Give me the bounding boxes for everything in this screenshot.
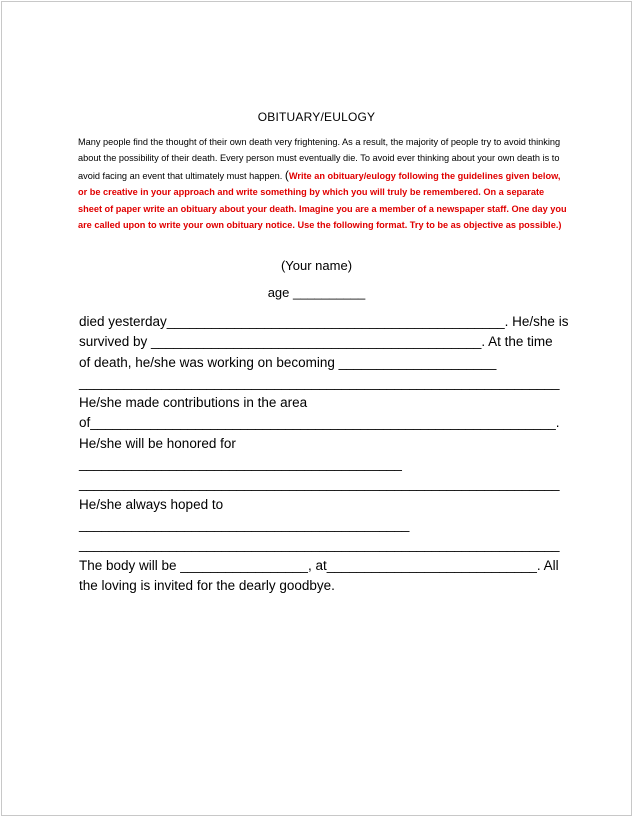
intro-paragraph: [78, 134, 568, 233]
form-line-blank-2: ___________________________________________: [79, 456, 402, 471]
form-line-contributions: He/she made contributions in the area: [79, 395, 308, 410]
intro-instructions: Write an obituary/eulogy following the guidelines given below, or be creative in your approach and write something by which you will truly be remembered. On a separate sheet of paper write an obituary about your death. Imagine you are a member of a newspaper staff. One day you are called upon to write your own obituary notice. Use the following format. Try to be as objective as possible.): [78, 170, 567, 231]
form-line-blank-3: ________________________________________________________________: [79, 476, 560, 491]
form-line-died: died yesterday_____________________________________________. He/she is: [79, 314, 569, 329]
form-line-blank-5: ________________________________________________________________: [79, 537, 560, 552]
form-line-blank-1: ________________________________________________________________: [79, 375, 560, 390]
document-title: OBITUARY/EULOGY: [257, 110, 376, 124]
form-line-honored: He/she will be honored for: [79, 436, 236, 451]
your-name-label: (Your name): [280, 258, 353, 273]
document-page: [1, 1, 632, 816]
form-line-goodbye: the loving is invited for the dearly goodbye.: [79, 578, 335, 593]
form-line-survived: survived by ____________________________________________. At the time: [79, 334, 553, 349]
form-line-working: of death, he/she was working on becoming _____________________: [79, 355, 497, 370]
intro-open-paren: (: [284, 167, 289, 182]
form-line-hoped: He/she always hoped to: [79, 497, 224, 512]
age-line: age __________: [267, 285, 366, 300]
intro-text: Many people find the thought of their own death very frightening. As a result, the majority of people try to avoid thinking about the possibility of their death. Every person must eventually die. To avoid ever thinking about your own death is to avoid facing an event that ultimately must happen.: [78, 137, 561, 181]
form-line-blank-4: ____________________________________________: [79, 517, 410, 532]
form-line-body: The body will be _________________, at____________________________. All: [79, 558, 559, 573]
form-line-area: of______________________________________________________________.: [79, 415, 560, 430]
